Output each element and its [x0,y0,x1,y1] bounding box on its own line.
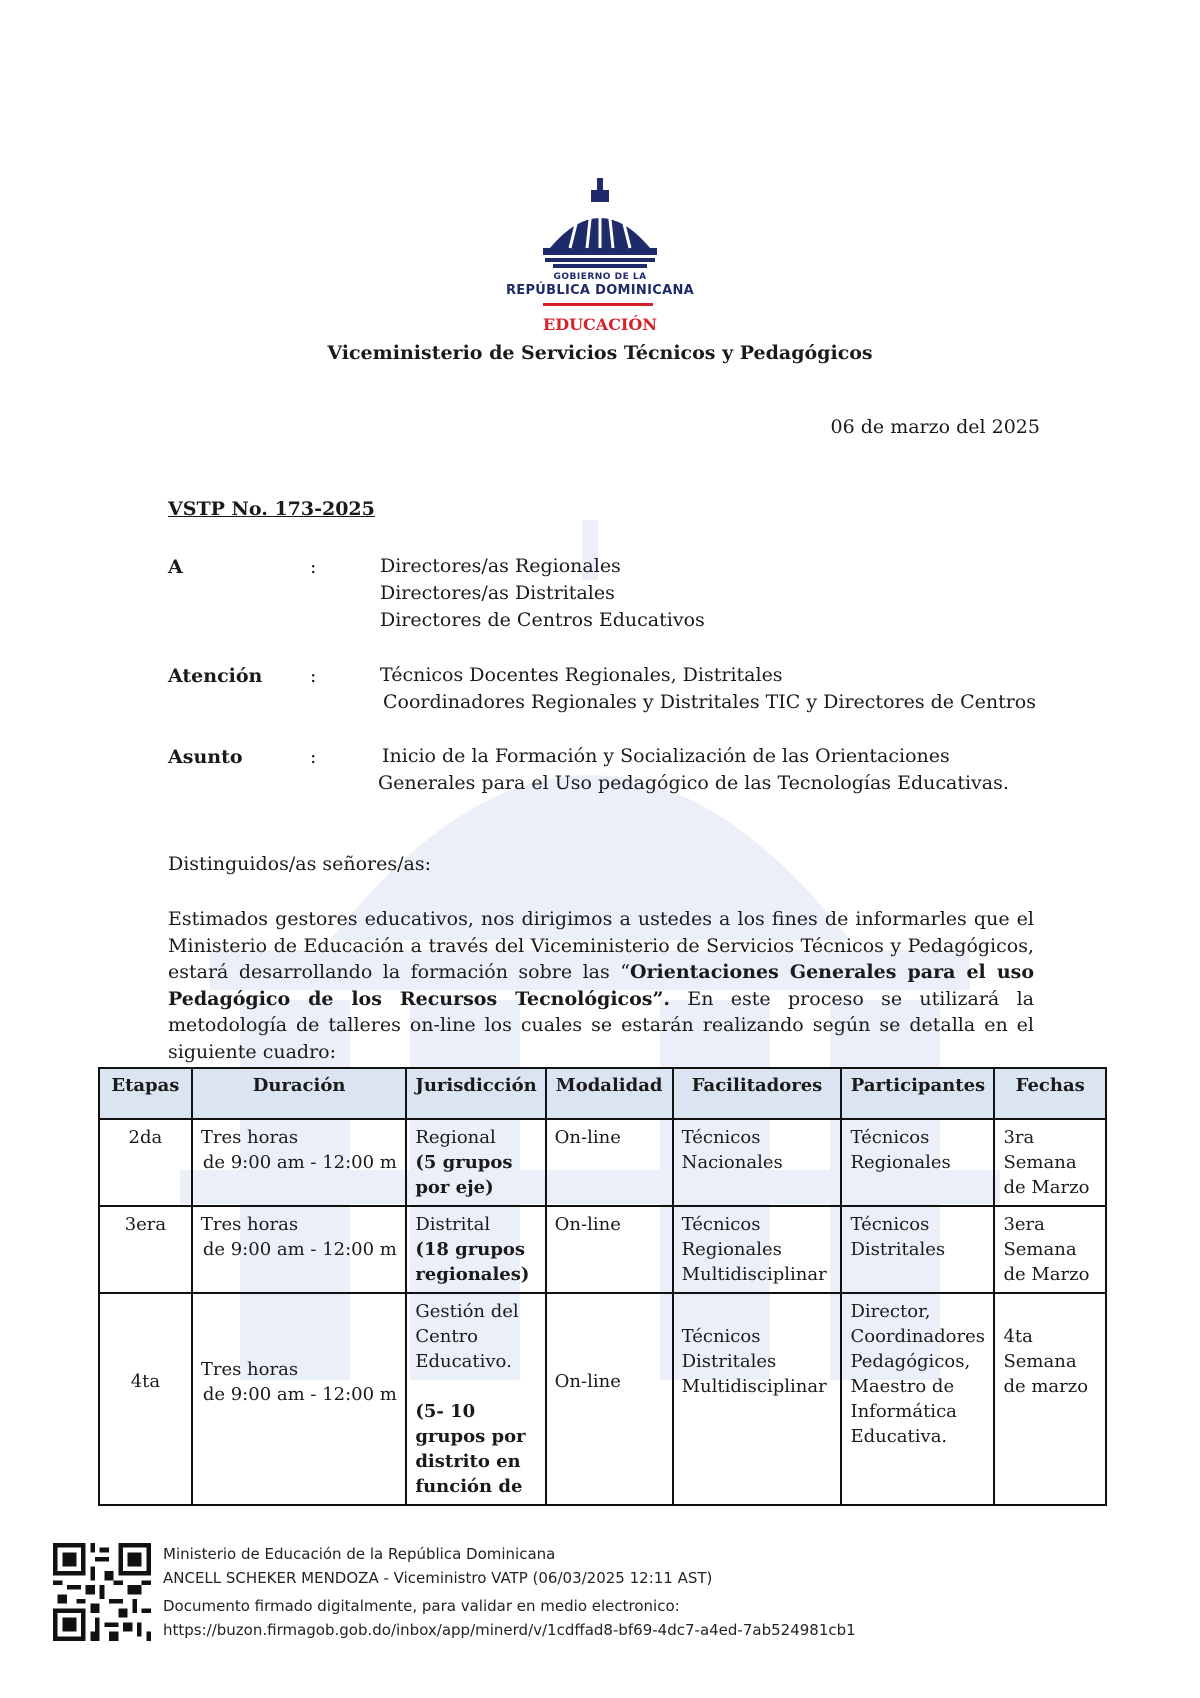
republic-line: REPÚBLICA DOMINICANA [505,283,694,298]
attention-label: Atención [168,665,263,687]
to-label: A [168,556,183,578]
stage-cell: 4ta [99,1293,192,1505]
attention-list [380,662,1036,716]
jurisdiction-cell: Gestión del Centro Educativo. (5- 10 grupos por distrito en función de [406,1293,545,1505]
validation-text: Documento firmado digitalmente, para validar en medio electronico: [163,1597,680,1615]
body-text: En este proceso se utilizará la metodología de talleres on-line los cuales se estarán realizando según se detalla en el siguiente cuadro: [168,987,1034,1063]
column-header: Jurisdicción [406,1068,545,1119]
colon: : [310,665,317,687]
signer-line: ANCELL SCHEKER MENDOZA - Viceministro VATP (06/03/2025 12:11 AST) [163,1569,713,1587]
signature-footer [163,1542,856,1642]
dates-cell: 4ta Semana de marzo [994,1293,1106,1505]
government-line: GOBIERNO DE LA [553,272,647,282]
subject-line: Inicio de la Formación y Socialización de las Orientaciones [382,745,950,767]
facilitators-cell: Técnicos Regionales Multidisciplinar [673,1206,842,1293]
duration-cell: Tres horas de 9:00 am - 12:00 m [192,1206,407,1293]
dates-cell: 3ra Semana de Marzo [994,1119,1106,1206]
table-row [99,1206,1106,1293]
greeting: Distinguidos/as señores/as: [168,853,431,875]
body-text: Estimados gestores educativos, nos dirigimos a ustedes a los fines de informarles que el Ministerio de Educación a través del Viceministerio de Servicios Técnicos y Pedagógicos, estará desarrollando la formación sobre las “ [168,908,1034,983]
subject-label: Asunto [168,746,243,768]
column-header: Modalidad [546,1068,673,1119]
duration-cell: Tres horas de 9:00 am - 12:00 m [192,1293,407,1505]
viceministry-title: Viceministerio de Servicios Técnicos y Pedagógicos [327,342,873,364]
colon: : [310,556,317,578]
mode-cell: On-line [546,1119,673,1206]
education-label: EDUCACIÓN [543,315,657,334]
jurisdiction-cell: Regional (5 grupos por eje) [406,1119,545,1206]
to-list [380,553,705,634]
participants-cell: Técnicos Regionales [841,1119,994,1206]
reference-number: VSTP No. 173-2025 [168,498,375,520]
subject-line: Generales para el Uso pedagógico de las Tecnologías Educativas. [378,772,1009,794]
column-header: Participantes [841,1068,994,1119]
facilitators-cell: Técnicos Distritales Multidisciplinar [673,1293,842,1505]
stage-cell: 3era [99,1206,192,1293]
participants-cell: Director, Coordinadores Pedagógicos, Maestro de Informática Educativa. [841,1293,994,1505]
stage-cell: 2da [99,1119,192,1206]
table-row [99,1293,1106,1505]
participants-cell: Técnicos Distritales [841,1206,994,1293]
body-paragraph [168,906,1034,1065]
validation-link[interactable]: https://buzon.firmagob.gob.do/inbox/app/minerd/v/1cdffad8-bf69-4dc7-a4ed-7ab524981cb1 [163,1621,856,1639]
column-header: Duración [192,1068,407,1119]
attention-line: Coordinadores Regionales y Distritales TIC y Directores de Centros [383,691,1036,713]
body-bold-title: Orientaciones Generales para el uso Pedagógico de los Recursos Tecnológicos”. [168,961,1035,1010]
to-line: Directores/as Distritales [380,582,615,604]
facilitators-cell: Técnicos Nacionales [673,1119,842,1206]
to-line: Directores/as Regionales [380,555,621,577]
column-header: Fechas [994,1068,1106,1119]
colon: : [310,746,317,768]
subject-text [378,743,1009,797]
jurisdiction-cell: Distrital (18 grupos regionales) [406,1206,545,1293]
table-row [99,1119,1106,1206]
mode-cell: On-line [546,1206,673,1293]
column-header: Etapas [99,1068,192,1119]
column-header: Facilitadores [673,1068,842,1119]
divider [543,303,653,306]
letter-date: 06 de marzo del 2025 [830,416,1040,438]
ministry-line: Ministerio de Educación de la República Dominicana [163,1545,556,1563]
mode-cell: On-line [546,1293,673,1505]
attention-line: Técnicos Docentes Regionales, Distritales [380,664,783,686]
to-line: Directores de Centros Educativos [380,609,705,631]
dates-cell: 3era Semana de Marzo [994,1206,1106,1293]
duration-cell: Tres horas de 9:00 am - 12:00 m [192,1119,407,1206]
qr-code-icon [53,1543,151,1641]
schedule-table [98,1067,1107,1506]
table-header-row [99,1068,1106,1119]
